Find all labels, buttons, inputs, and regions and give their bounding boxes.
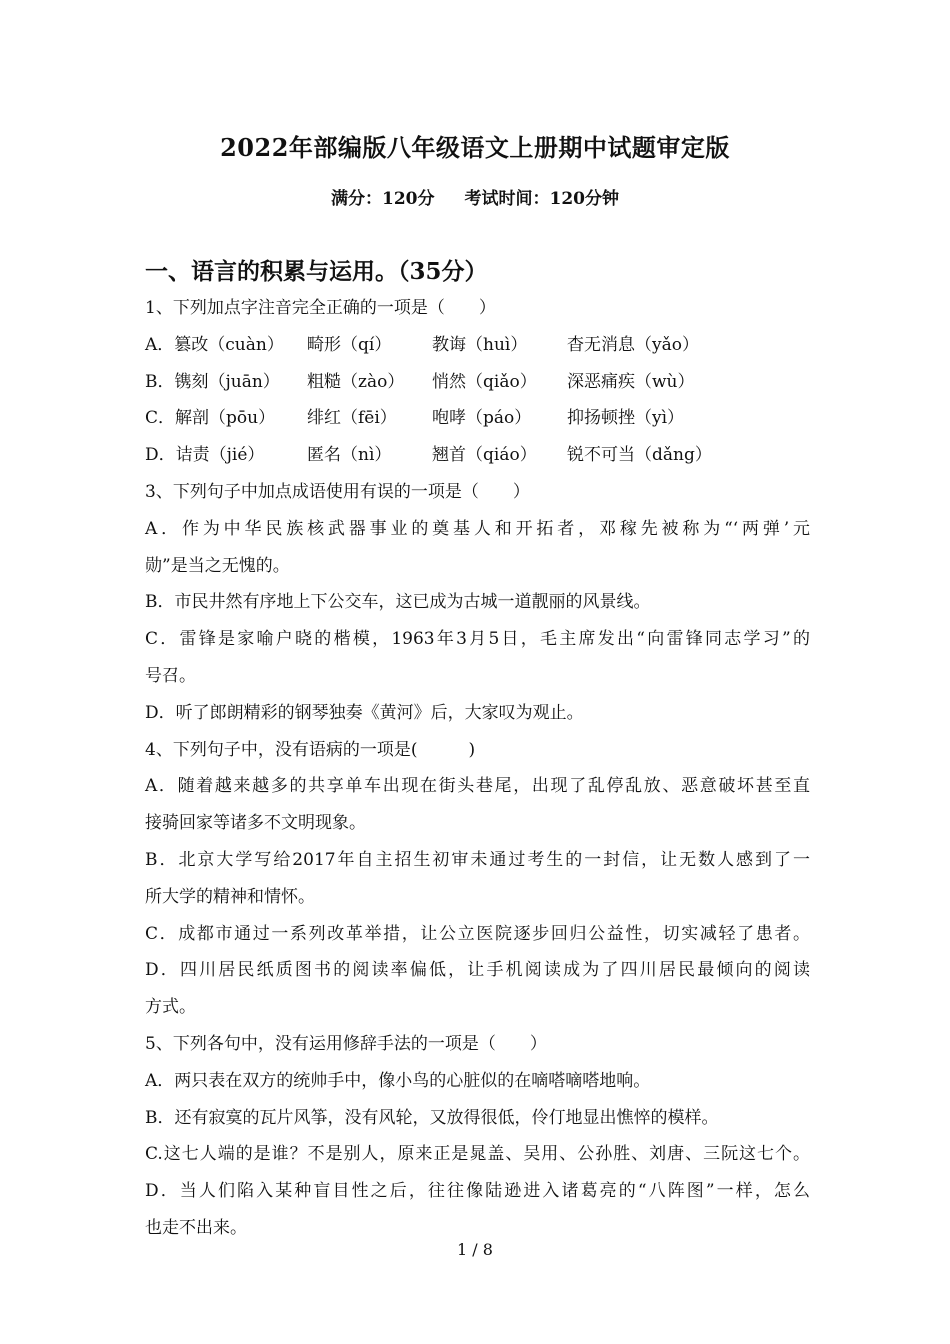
q4-option-b-line2: 所大学的精神和情怀。	[145, 886, 315, 907]
q1-option-a	[145, 327, 810, 364]
q4-stem: 4、下列句子中，没有语病的一项是( )	[145, 739, 476, 760]
q3-option-d: D．听了郎朗精彩的钢琴独奏《黄河》后，大家叹为观止。	[145, 702, 584, 723]
q1-option-d	[145, 437, 810, 474]
q1-option-a-3: 教诲（huì）	[432, 334, 528, 355]
q5-option-a: A．两只表在双方的统帅手中，像小鸟的心脏似的在嘀嗒嘀嗒地响。	[145, 1070, 651, 1091]
q1-option-b-3: 悄然（qiǎo）	[432, 371, 537, 392]
q5-stem: 5、下列各句中，没有运用修辞手法的一项是（ ）	[145, 1033, 547, 1054]
q3-option-a-line2: 勋”是当之无愧的。	[145, 555, 290, 576]
section-heading: 一、语言的积累与运用。（35分）	[145, 258, 488, 285]
q1-option-c-2: 绯红（fēi）	[307, 408, 397, 429]
q1-option-b-4: 深恶痛疾（wù）	[567, 371, 695, 392]
q3-stem: 3、下列句子中加点成语使用有误的一项是（ ）	[145, 481, 530, 502]
q3-option-c-line1: C．雷锋是家喻户晓的楷模，1963年3月5日，毛主席发出“向雷锋同志学习”的	[145, 629, 810, 650]
q4-option-a-line1: A．随着越来越多的共享单车出现在街头巷尾，出现了乱停乱放、恶意破坏甚至直	[145, 776, 810, 797]
q5-option-d-line2: 也走不出来。	[145, 1217, 247, 1238]
full-score: 满分：120分	[331, 189, 435, 209]
q1-option-c	[145, 400, 810, 437]
q1-option-d-2: 匿名（nì）	[307, 445, 392, 466]
q1-option-b	[145, 364, 810, 401]
exam-info	[0, 184, 950, 209]
q1-option-c-4: 抑扬顿挫（yì）	[567, 408, 685, 429]
q3-option-a-line1: A．作为中华民族核武器事业的奠基人和开拓者，邓稼先被称为“‘两弹’元	[145, 518, 810, 539]
q1-option-c-1: C．解剖（pōu）	[145, 408, 276, 429]
q5-option-c: C.这七人端的是谁？不是别人，原来正是晁盖、吴用、公孙胜、刘唐、三阮这七个。	[145, 1144, 810, 1165]
q3-option-c-line2: 号召。	[145, 665, 196, 686]
q4-option-d-line2: 方式。	[145, 997, 196, 1018]
q4-option-c: C．成都市通过一系列改革举措，让公立医院逐步回归公益性，切实减轻了患者。	[145, 923, 810, 944]
q1-option-a-2: 畸形（qí）	[307, 334, 392, 355]
q5-option-d-line1: D．当人们陷入某种盲目性之后，往往像陆逊进入诸葛亮的“八阵图”一样，怎么	[145, 1181, 810, 1202]
q1-stem: 1、下列加点字注音完全正确的一项是（ ）	[145, 298, 496, 318]
q4-option-a-line2: 接骑回家等诸多不文明现象。	[145, 813, 366, 834]
q1-option-b-2: 粗糙（zào）	[307, 371, 405, 392]
questions	[145, 290, 810, 1247]
q1-option-c-3: 咆哮（páo）	[432, 408, 532, 429]
exam-time: 考试时间：120分钟	[464, 189, 619, 209]
q1-option-d-1: D．诘责（jié）	[145, 445, 265, 466]
q1-option-a-1: A．篡改（cuàn）	[145, 334, 284, 355]
q1-option-a-4: 杳无消息（yǎo）	[567, 334, 699, 355]
q3-option-b: B．市民井然有序地上下公交车，这已成为古城一道靓丽的风景线。	[145, 592, 651, 613]
q4-option-d-line1: D．四川居民纸质图书的阅读率偏低，让手机阅读成为了四川居民最倾向的阅读	[145, 960, 810, 981]
page-number: 1 / 8	[457, 1240, 493, 1259]
q1-option-d-3: 翘首（qiáo）	[432, 445, 537, 466]
q1-option-b-1: B．镌刻（juān）	[145, 371, 280, 392]
q5-option-b: B．还有寂寞的瓦片风筝，没有风轮，又放得很低，伶仃地显出憔悴的模样。	[145, 1107, 719, 1128]
page-title: 2022年部编版八年级语文上册期中试题审定版	[220, 133, 730, 162]
q1-option-d-4: 锐不可当（dǎng）	[567, 445, 712, 466]
q4-option-b-line1: B．北京大学写给2017年自主招生初审未通过考生的一封信，让无数人感到了一	[145, 849, 810, 870]
